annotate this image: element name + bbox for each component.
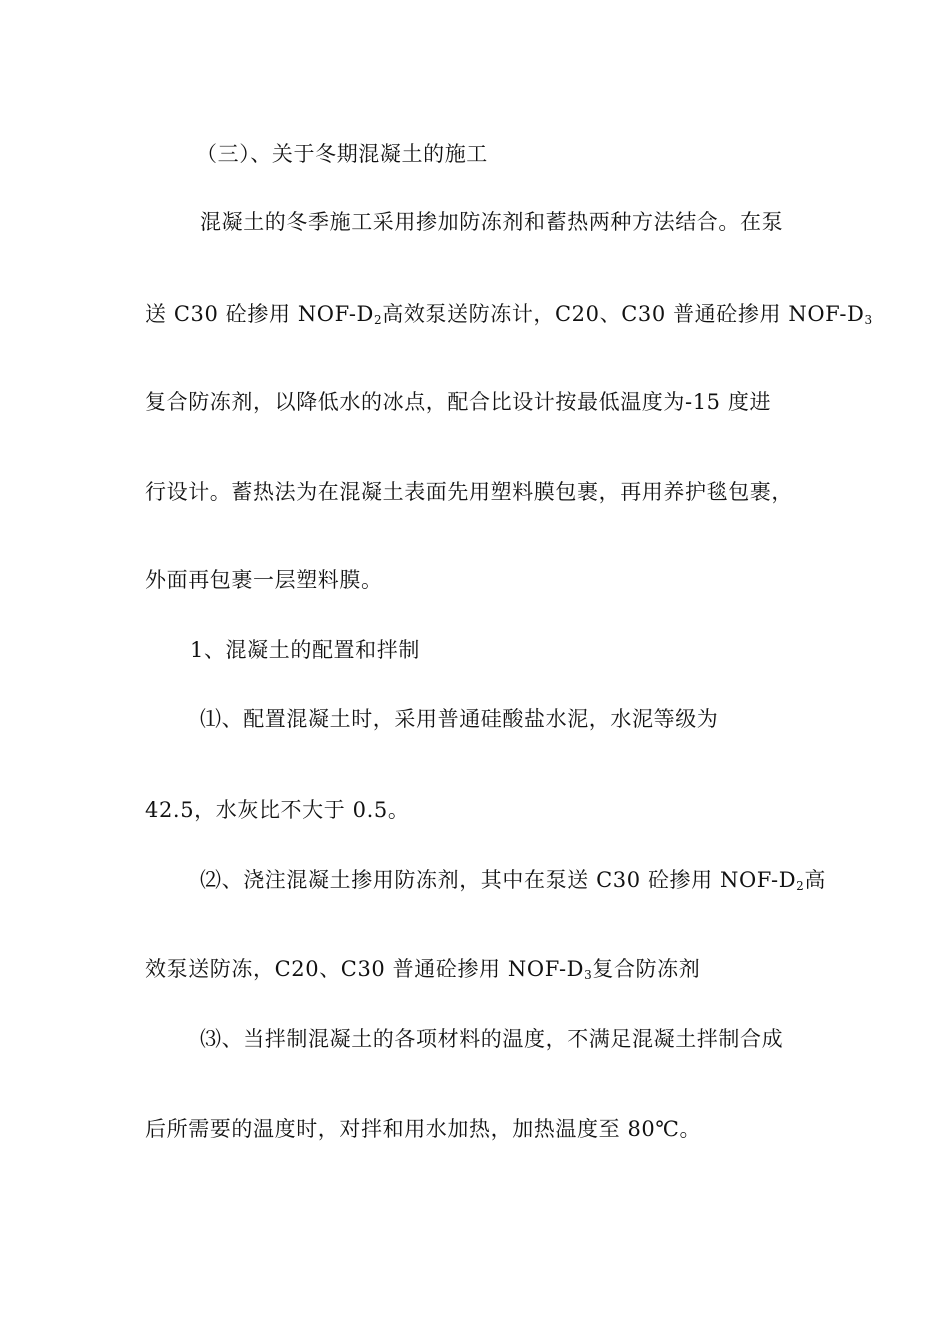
item-1-line-2: 42.5，水灰比不大于 0.5。 bbox=[145, 798, 410, 822]
section-heading: （三）、关于冬期混凝土的施工 bbox=[196, 142, 488, 166]
item-2-line-2-text-a: 效泵送防冻，C20、C30 普通砼掺用 NOF-D bbox=[145, 957, 585, 981]
item-2-line-1 bbox=[200, 866, 826, 894]
item-2-line-1-text-a: ⑵、浇注混凝土掺用防冻剂，其中在泵送 C30 砼掺用 NOF-D bbox=[200, 868, 797, 892]
subscript: 2 bbox=[373, 313, 383, 327]
intro-line-5: 外面再包裹一层塑料膜。 bbox=[145, 568, 383, 592]
item-2-line-1-text-b: 高 bbox=[804, 868, 827, 892]
item-3-line-1: ⑶、当拌制混凝土的各项材料的温度，不满足混凝土拌制合成 bbox=[200, 1027, 784, 1051]
subscript: 3 bbox=[864, 313, 873, 327]
item-2-line-2 bbox=[145, 955, 700, 983]
intro-line-2-text-a: 送 C30 砼掺用 NOF-D bbox=[145, 302, 374, 326]
intro-line-2 bbox=[145, 300, 873, 328]
intro-line-3: 复合防冻剂，以降低水的冰点，配合比设计按最低温度为-15 度进 bbox=[145, 390, 772, 414]
subscript: 2 bbox=[796, 879, 805, 893]
item-1-line-1: ⑴、配置混凝土时，采用普通硅酸盐水泥，水泥等级为 bbox=[200, 707, 719, 731]
intro-line-4: 行设计。蓄热法为在混凝土表面先用塑料膜包裹，再用养护毯包裹， bbox=[145, 480, 793, 504]
item-2-line-2-text-b: 复合防冻剂 bbox=[592, 957, 701, 981]
intro-line-1: 混凝土的冬季施工采用掺加防冻剂和蓄热两种方法结合。在泵 bbox=[200, 210, 784, 234]
intro-line-2-text-b: 高效泵送防冻计，C20、C30 普通砼掺用 NOF-D bbox=[382, 302, 865, 326]
item-3-line-2: 后所需要的温度时，对拌和用水加热，加热温度至 80℃。 bbox=[145, 1117, 702, 1141]
subsection-heading: 1、混凝土的配置和拌制 bbox=[190, 638, 420, 662]
subscript: 3 bbox=[584, 968, 593, 982]
